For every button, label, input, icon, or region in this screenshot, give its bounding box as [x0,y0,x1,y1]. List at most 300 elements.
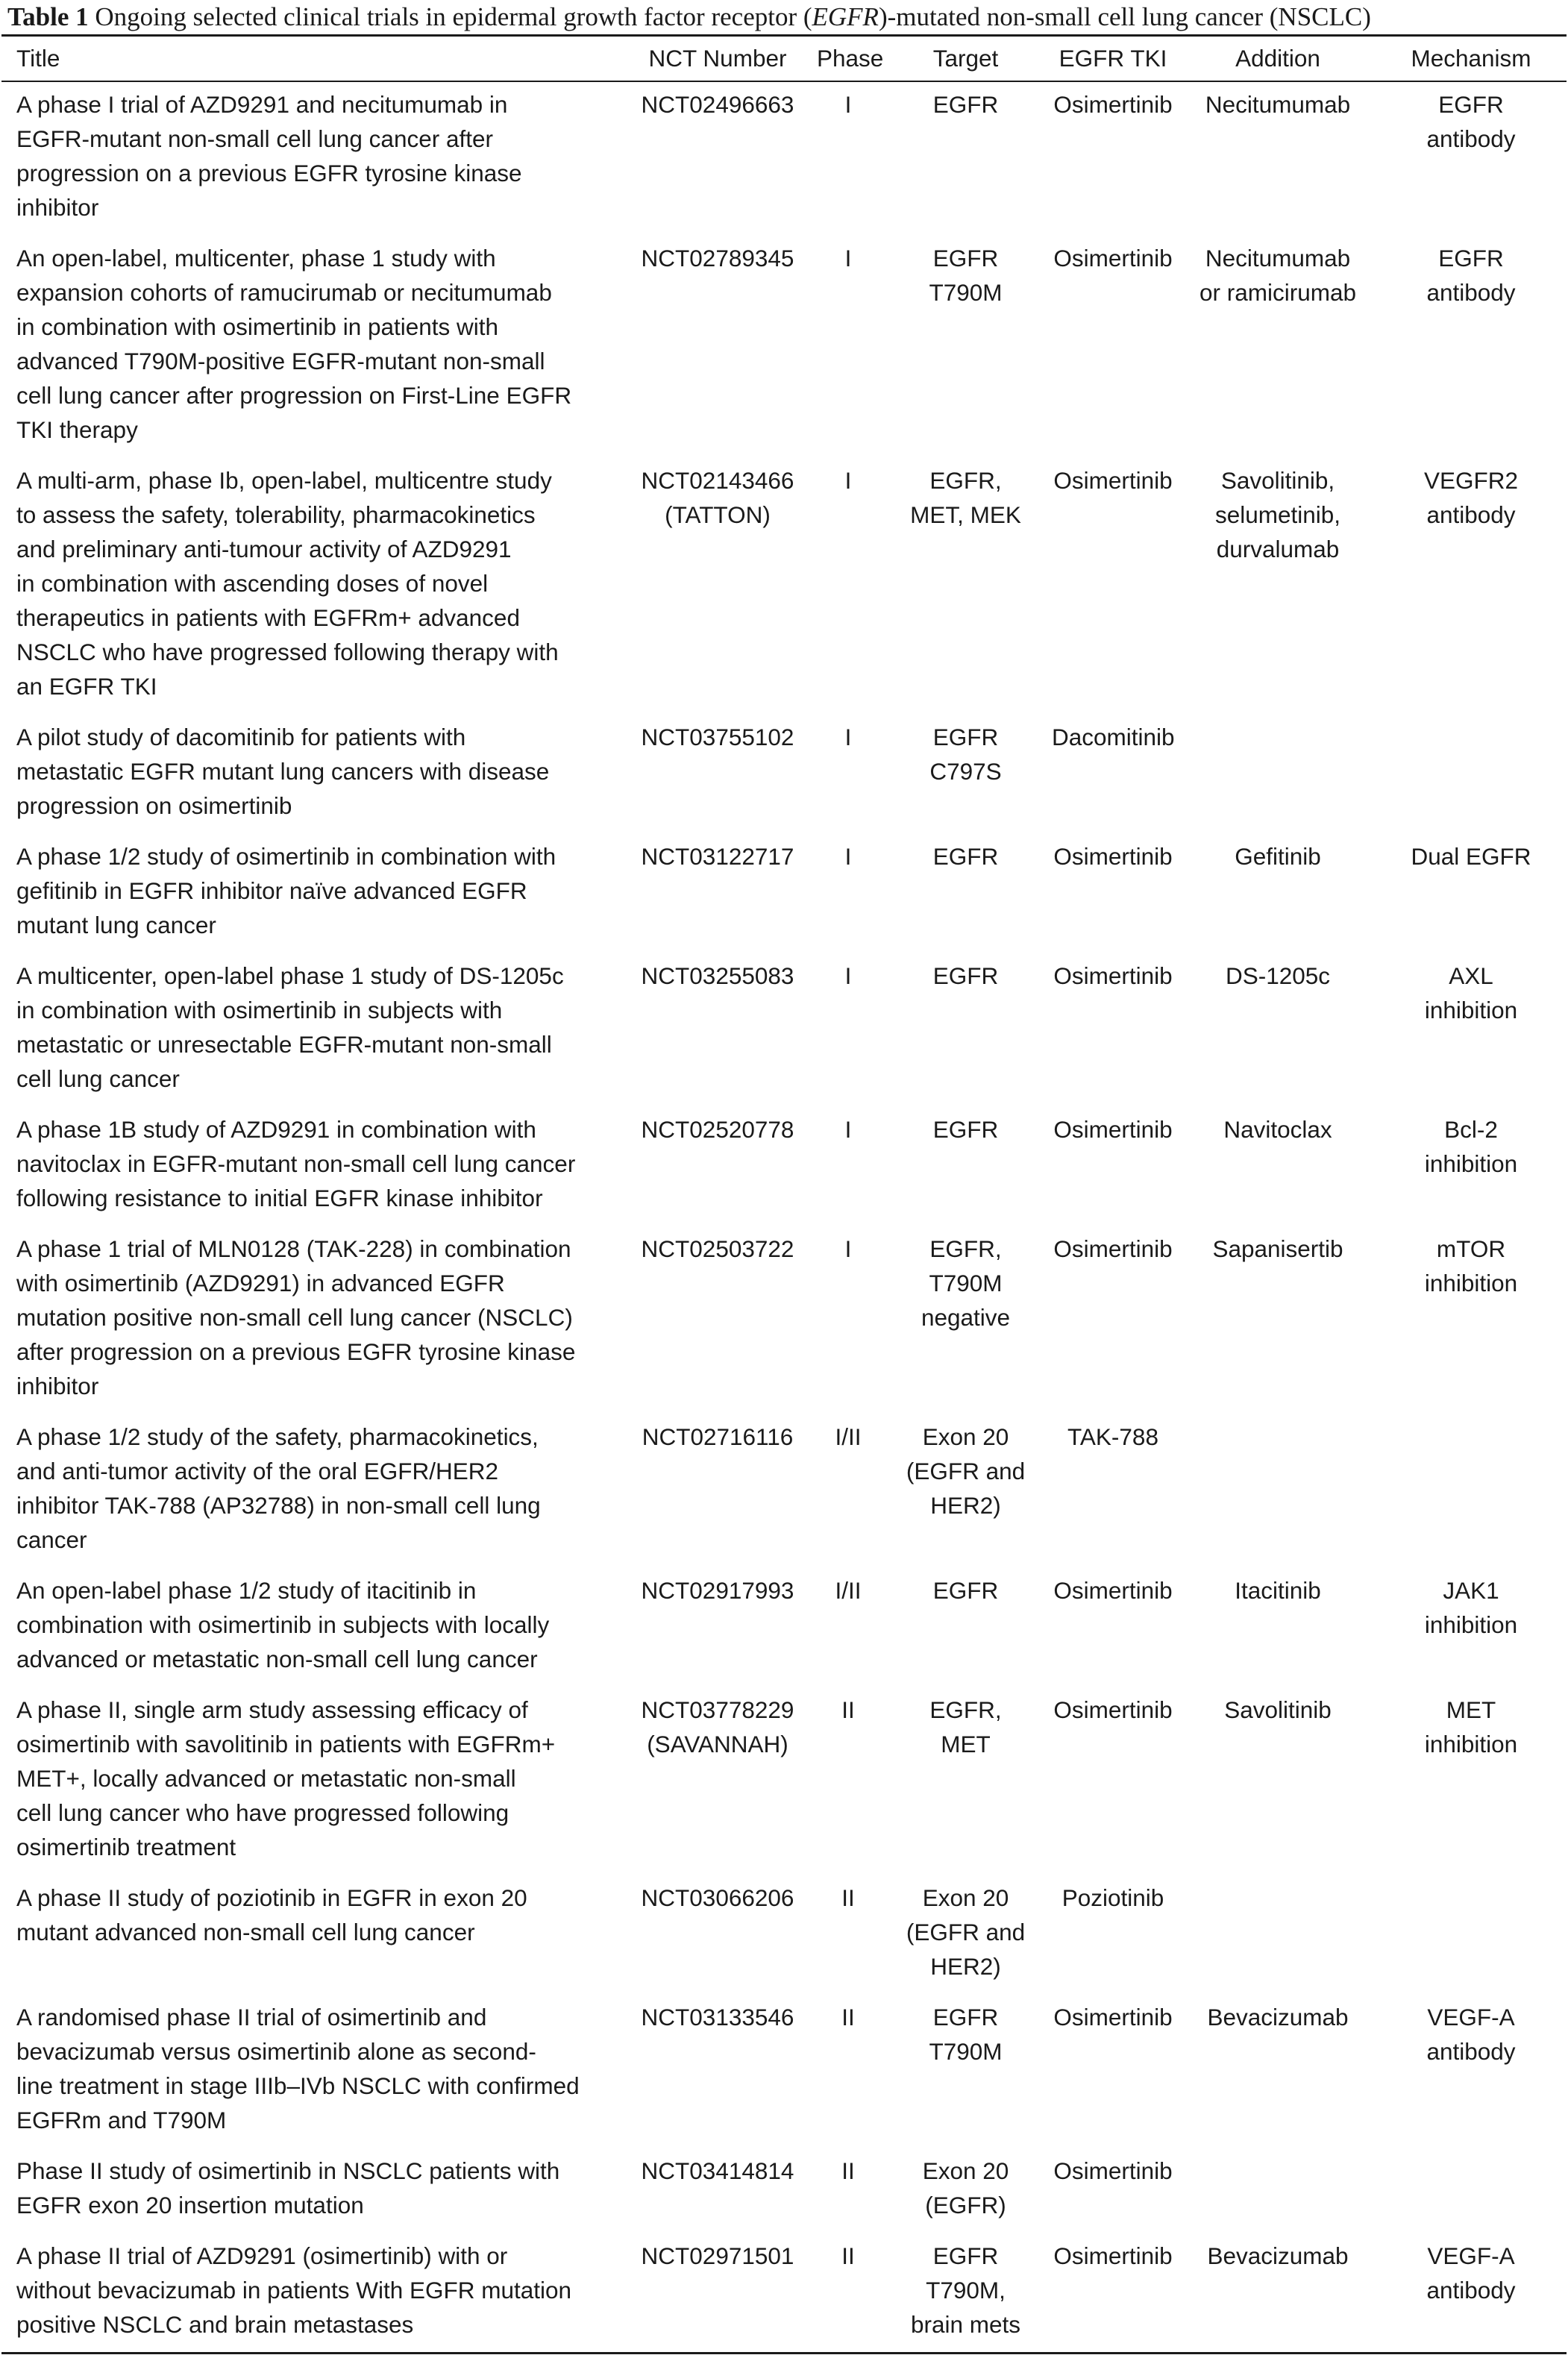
cell-line: EGFR-mutant non-small cell lung cancer after [16,125,493,152]
cell-target [885,233,1046,455]
cell-line: Bevacizumab [1207,2242,1349,2269]
table-caption-italic-gene: EGFR [812,2,879,31]
cell-egfr-tki [1046,79,1180,233]
cell-title [1,1411,624,1565]
cell-target [885,1872,1046,1992]
cell-line: VEGFR2 [1423,467,1519,494]
cell-phase [811,2145,885,2230]
cell-line: durvalumab [1216,536,1340,562]
cell-line: EGFR, [929,1696,1002,1723]
cell-line: osimertinib with savolitinib in patients with EGFRm+ [16,1731,556,1757]
table-row [1,2230,1567,2350]
cell-target [885,1104,1046,1223]
cell-addition [1180,1223,1376,1411]
cell-line: MET+, locally advanced or metastatic non-small [16,1765,516,1792]
cell-addition [1180,1684,1376,1872]
cell-phase [811,1565,885,1684]
cell-line: EGFR [932,2004,999,2031]
cell-title [1,79,624,233]
cell-title [1,1872,624,1992]
cell-egfr-tki [1046,831,1180,950]
cell-line: I [844,962,852,989]
cell-line: EGFR, [929,467,1002,494]
table-caption-label: Table 1 [7,2,89,31]
cell-line: II [841,2242,855,2269]
cell-line: Exon 20 [922,1423,1009,1450]
cell-line: I [844,467,852,494]
cell-line: NCT02917993 [641,1577,794,1604]
column-header-addition: Addition [1235,45,1320,72]
cell-nct-number [624,1992,811,2145]
cell-target [885,1684,1046,1872]
cell-line: progression on a previous EGFR tyrosine kinase [16,160,522,186]
cell-line: Poziotinib [1061,1884,1164,1911]
cell-egfr-tki [1046,233,1180,455]
cell-line: Osimertinib [1053,91,1173,118]
cell-line: NCT02496663 [641,91,794,118]
cell-line: A phase 1 trial of MLN0128 (TAK-228) in combination [16,1235,571,1262]
cell-title [1,233,624,455]
cell-target [885,712,1046,831]
cell-line: Osimertinib [1053,245,1173,272]
cell-line: in combination with ascending doses of novel [16,570,489,597]
cell-line: mutant lung cancer [16,912,216,938]
cell-line: NCT02971501 [641,2242,794,2269]
cell-mechanism [1376,712,1567,831]
cell-line: Sapanisertib [1212,1235,1343,1262]
cell-line: EGFR [932,962,999,989]
cell-line: inhibition [1424,1731,1518,1757]
cell-line: negative [921,1304,1011,1331]
cell-line: Osimertinib [1053,843,1173,870]
cell-line: NCT02503722 [641,1235,794,1262]
cell-addition [1180,1411,1376,1565]
cell-line: (TATTON) [665,501,771,528]
cell-line: to assess the safety, tolerability, pharmacokinetics [16,501,536,528]
cell-title [1,2145,624,2230]
cell-line: Dual EGFR [1411,843,1531,870]
cell-line: NCT02520778 [641,1116,794,1143]
cell-target [885,455,1046,712]
cell-line: navitoclax in EGFR-mutant non-small cell lung cancer [16,1150,576,1177]
cell-addition [1180,2145,1376,2230]
cell-line: VEGF-A [1427,2004,1515,2031]
cell-line: cell lung cancer [16,1065,180,1092]
cell-mechanism [1376,1223,1567,1411]
cell-line: mutation positive non-small cell lung cancer (NSCLC) [16,1304,573,1331]
cell-line: selumetinib, [1214,501,1341,528]
cell-line: T790M, [926,2277,1006,2304]
cell-line: line treatment in stage IIIb–IVb NSCLC with confirmed [16,2072,580,2099]
cell-nct-number [624,712,811,831]
cell-line: EGFR [932,2242,999,2269]
cell-nct-number [624,1872,811,1992]
table-row [1,1992,1567,2145]
cell-egfr-tki [1046,2230,1180,2350]
cell-nct-number [624,1104,811,1223]
cell-phase [811,455,885,712]
cell-line: EGFR [932,1577,999,1604]
cell-egfr-tki [1046,1223,1180,1411]
cell-line: JAK1 [1443,1577,1499,1604]
cell-line: Osimertinib [1053,467,1173,494]
cell-line: (SAVANNAH) [647,1731,788,1757]
cell-line: MET, MEK [910,501,1021,528]
cell-line: Bcl-2 [1444,1116,1498,1143]
cell-line: mTOR [1436,1235,1506,1262]
cell-line: inhibition [1424,997,1518,1023]
table-row [1,1223,1567,1411]
cell-line: with osimertinib (AZD9291) in advanced EGFR [16,1270,505,1296]
cell-line: I [844,843,852,870]
cell-line: and preliminary anti-tumour activity of AZD9291 [16,536,512,562]
cell-line: T790M [929,279,1003,306]
cell-mechanism [1376,831,1567,950]
cell-line: gefitinib in EGFR inhibitor naïve advanced EGFR [16,877,527,904]
cell-target [885,1565,1046,1684]
column-header-mechanism: Mechanism [1411,45,1531,72]
cell-phase [811,1684,885,1872]
cell-line: A phase II study of poziotinib in EGFR in exon 20 [16,1884,527,1911]
cell-line: positive NSCLC and brain metastases [16,2311,414,2338]
cell-line: Exon 20 [922,2157,1009,2184]
cell-line: EGFR [1438,91,1504,118]
cell-line: EGFR [932,1116,999,1143]
cell-mechanism [1376,79,1567,233]
cell-line: Savolitinib, [1220,467,1335,494]
table-row [1,233,1567,455]
cell-mechanism [1376,2145,1567,2230]
cell-line: cancer [16,1526,87,1553]
cell-addition [1180,79,1376,233]
cell-line: cell lung cancer who have progressed following [16,1799,509,1826]
cell-mechanism [1376,2230,1567,2350]
cell-line: NCT02789345 [641,245,794,272]
cell-line: An open-label, multicenter, phase 1 study with [16,245,496,272]
cell-line: EGFR, [929,1235,1002,1262]
cell-line: Itacitinib [1235,1577,1321,1604]
table-row [1,1684,1567,1872]
cell-target [885,2230,1046,2350]
table-caption-text-after: )-mutated non-small cell lung cancer (NSCLC) [878,2,1371,31]
cell-mechanism [1376,1992,1567,2145]
cell-phase [811,1992,885,2145]
cell-line: A phase I trial of AZD9291 and necitumumab in [16,91,508,118]
cell-addition [1180,1872,1376,1992]
cell-line: Bevacizumab [1207,2004,1349,2031]
cell-addition [1180,1565,1376,1684]
cell-line: NCT03755102 [641,724,794,750]
cell-egfr-tki [1046,950,1180,1104]
cell-line: DS-1205c [1225,962,1331,989]
clinical-trials-table [1,37,1567,2350]
column-header-nct-number: NCT Number [648,45,787,72]
cell-line: inhibition [1424,1150,1518,1177]
cell-phase [811,712,885,831]
cell-line: MET [941,1731,991,1757]
cell-addition [1180,712,1376,831]
cell-nct-number [624,2145,811,2230]
cell-line: NSCLC who have progressed following therapy with [16,639,559,665]
cell-line: following resistance to initial EGFR kinase inhibitor [16,1185,543,1211]
cell-line: Osimertinib [1053,1577,1173,1604]
column-header-phase: Phase [817,45,884,72]
cell-line: inhibitor TAK-788 (AP32788) in non-small cell lung [16,1492,541,1519]
cell-title [1,2230,624,2350]
column-header-egfr-tki: EGFR TKI [1059,45,1167,72]
cell-line: TAK-788 [1067,1423,1158,1450]
cell-line: I [844,724,852,750]
cell-line: brain mets [910,2311,1021,2338]
cell-title [1,1104,624,1223]
cell-mechanism [1376,1684,1567,1872]
cell-nct-number [624,831,811,950]
cell-line: HER2) [930,1953,1001,1980]
cell-title [1,1992,624,2145]
table-top-rule [1,34,1567,37]
cell-line: (EGFR) [925,2192,1006,2219]
cell-phase [811,950,885,1104]
cell-line: NCT03414814 [641,2157,794,2184]
cell-line: HER2) [930,1492,1001,1519]
cell-line: A multicenter, open-label phase 1 study of DS-1205c [16,962,564,989]
table-bottom-rule [1,2352,1567,2354]
cell-addition [1180,2230,1376,2350]
cell-line: Osimertinib [1053,2242,1173,2269]
cell-target [885,831,1046,950]
cell-line: AXL [1449,962,1493,989]
cell-target [885,2145,1046,2230]
cell-mechanism [1376,455,1567,712]
cell-line: A multi-arm, phase Ib, open-label, multicentre study [16,467,552,494]
cell-egfr-tki [1046,1684,1180,1872]
cell-nct-number [624,1684,811,1872]
cell-line: advanced or metastatic non-small cell lung cancer [16,1646,538,1672]
cell-line: inhibitor [16,1373,99,1399]
cell-line: Necitumumab [1205,245,1351,272]
cell-line: Necitumumab [1205,91,1351,118]
cell-addition [1180,233,1376,455]
cell-line: EGFR [932,724,999,750]
cell-line: NCT02716116 [642,1423,794,1450]
table-row [1,79,1567,233]
table-row [1,455,1567,712]
cell-line: in combination with osimertinib in subjects with [16,997,503,1023]
cell-line: Navitoclax [1223,1116,1332,1143]
cell-line: Osimertinib [1053,1235,1173,1262]
cell-line: combination with osimertinib in subjects with locally [16,1611,550,1638]
cell-line: A pilot study of dacomitinib for patients with [16,724,466,750]
cell-nct-number [624,79,811,233]
cell-target [885,79,1046,233]
cell-target [885,1223,1046,1411]
column-header-target: Target [932,45,999,72]
cell-line: Osimertinib [1053,2004,1173,2031]
cell-mechanism [1376,1565,1567,1684]
cell-addition [1180,455,1376,712]
cell-phase [811,233,885,455]
table-row [1,1565,1567,1684]
cell-mechanism [1376,950,1567,1104]
cell-addition [1180,1104,1376,1223]
cell-line: or ramicirumab [1199,279,1357,306]
cell-egfr-tki [1046,1992,1180,2145]
cell-phase [811,831,885,950]
cell-line: advanced T790M-positive EGFR-mutant non-small [16,348,545,374]
cell-line: bevacizumab versus osimertinib alone as second- [16,2038,536,2065]
cell-line: VEGF-A [1427,2242,1515,2269]
table-row [1,2145,1567,2230]
cell-title [1,1565,624,1684]
cell-line: (EGFR and [906,1919,1026,1945]
cell-line: A phase II, single arm study assessing efficacy of [16,1696,528,1723]
cell-egfr-tki [1046,712,1180,831]
cell-line: EGFR [932,843,999,870]
cell-line: NCT03066206 [641,1884,794,1911]
cell-line: expansion cohorts of ramucirumab or necitumumab [16,279,552,306]
cell-line: mutant advanced non-small cell lung cancer [16,1919,475,1945]
cell-line: cell lung cancer after progression on First-Line EGFR [16,382,572,409]
table-row [1,1104,1567,1223]
cell-nct-number [624,455,811,712]
cell-line: EGFRm and T790M [16,2107,227,2133]
table-caption-text-before: Ongoing selected clinical trials in epidermal growth factor receptor ( [88,2,812,31]
column-header-title: Title [16,45,60,72]
cell-line: II [841,2004,855,2031]
cell-line: Dacomitinib [1052,724,1175,750]
cell-line: Osimertinib [1053,962,1173,989]
cell-line: therapeutics in patients with EGFRm+ advanced [16,604,520,631]
cell-addition [1180,1992,1376,2145]
table-row [1,1872,1567,1992]
table-row [1,1411,1567,1565]
cell-title [1,455,624,712]
cell-line: C797S [929,758,1002,785]
cell-phase [811,1223,885,1411]
cell-line: An open-label phase 1/2 study of itacitinib in [16,1577,477,1604]
cell-line: NCT03133546 [641,2004,794,2031]
cell-line: Exon 20 [922,1884,1009,1911]
cell-egfr-tki [1046,1104,1180,1223]
cell-line: A phase 1/2 study of osimertinib in combination with [16,843,556,870]
cell-target [885,1992,1046,2145]
cell-line: EGFR exon 20 insertion mutation [16,2192,364,2219]
cell-nct-number [624,1223,811,1411]
table-body [1,79,1567,2350]
cell-line: Phase II study of osimertinib in NSCLC patients with [16,2157,560,2184]
table-header-row [1,37,1567,79]
cell-line: EGFR [932,91,999,118]
cell-line: T790M [929,2038,1003,2065]
cell-nct-number [624,950,811,1104]
cell-line: Savolitinib [1224,1696,1332,1723]
cell-mechanism [1376,1872,1567,1992]
cell-line: in combination with osimertinib in patients with [16,313,499,340]
cell-title [1,1684,624,1872]
cell-line: II [841,2157,855,2184]
cell-line: Gefitinib [1235,843,1321,870]
cell-line: after progression on a previous EGFR tyrosine kinase [16,1338,576,1365]
cell-line: NCT03122717 [641,843,794,870]
cell-line: antibody [1426,279,1516,306]
cell-target [885,1411,1046,1565]
cell-line: NCT03255083 [641,962,794,989]
cell-line: Osimertinib [1053,1696,1173,1723]
cell-nct-number [624,1565,811,1684]
cell-egfr-tki [1046,1411,1180,1565]
cell-mechanism [1376,233,1567,455]
table-row [1,950,1567,1104]
cell-line: I/II [835,1577,862,1604]
cell-line: inhibition [1424,1611,1518,1638]
cell-mechanism [1376,1104,1567,1223]
cell-line: T790M [929,1270,1003,1296]
cell-line: EGFR [1438,245,1504,272]
cell-line: MET [1446,1696,1496,1723]
cell-egfr-tki [1046,2145,1180,2230]
cell-line: EGFR [932,245,999,272]
cell-line: antibody [1426,125,1516,152]
cell-title [1,712,624,831]
cell-line: NCT03778229 [641,1696,794,1723]
cell-line: Osimertinib [1053,2157,1173,2184]
cell-addition [1180,831,1376,950]
cell-line: inhibition [1424,1270,1518,1296]
cell-phase [811,79,885,233]
cell-target [885,950,1046,1104]
cell-line: antibody [1426,2038,1516,2065]
cell-line: metastatic EGFR mutant lung cancers with disease [16,758,550,785]
cell-nct-number [624,1411,811,1565]
cell-addition [1180,950,1376,1104]
cell-phase [811,2230,885,2350]
cell-line: progression on osimertinib [16,792,292,819]
cell-line: I [844,1116,852,1143]
cell-phase [811,1872,885,1992]
cell-line: antibody [1426,2277,1516,2304]
table-caption [7,1,1371,33]
cell-line: A phase 1B study of AZD9291 in combination with [16,1116,536,1143]
cell-line: A randomised phase II trial of osimertinib and [16,2004,487,2031]
cell-title [1,950,624,1104]
cell-line: TKI therapy [16,416,138,443]
cell-mechanism [1376,1411,1567,1565]
cell-line: inhibitor [16,194,99,221]
cell-nct-number [624,233,811,455]
table-row [1,712,1567,831]
cell-line: an EGFR TKI [16,673,157,700]
table-row [1,831,1567,950]
cell-line: Osimertinib [1053,1116,1173,1143]
cell-line: II [841,1696,855,1723]
cell-line: A phase 1/2 study of the safety, pharmacokinetics, [16,1423,539,1450]
cell-line: and anti-tumor activity of the oral EGFR/HER2 [16,1458,498,1484]
cell-line: A phase II trial of AZD9291 (osimertinib) with or [16,2242,508,2269]
cell-line: I/II [835,1423,862,1450]
cell-line: without bevacizumab in patients With EGFR mutation [16,2277,572,2304]
cell-line: (EGFR and [906,1458,1026,1484]
cell-line: NCT02143466 [641,467,794,494]
cell-title [1,1223,624,1411]
cell-line: I [844,245,852,272]
cell-line: osimertinib treatment [16,1834,236,1860]
cell-phase [811,1104,885,1223]
cell-line: antibody [1426,501,1516,528]
cell-line: I [844,91,852,118]
cell-line: metastatic or unresectable EGFR-mutant non-small [16,1031,552,1058]
cell-line: I [844,1235,852,1262]
cell-title [1,831,624,950]
